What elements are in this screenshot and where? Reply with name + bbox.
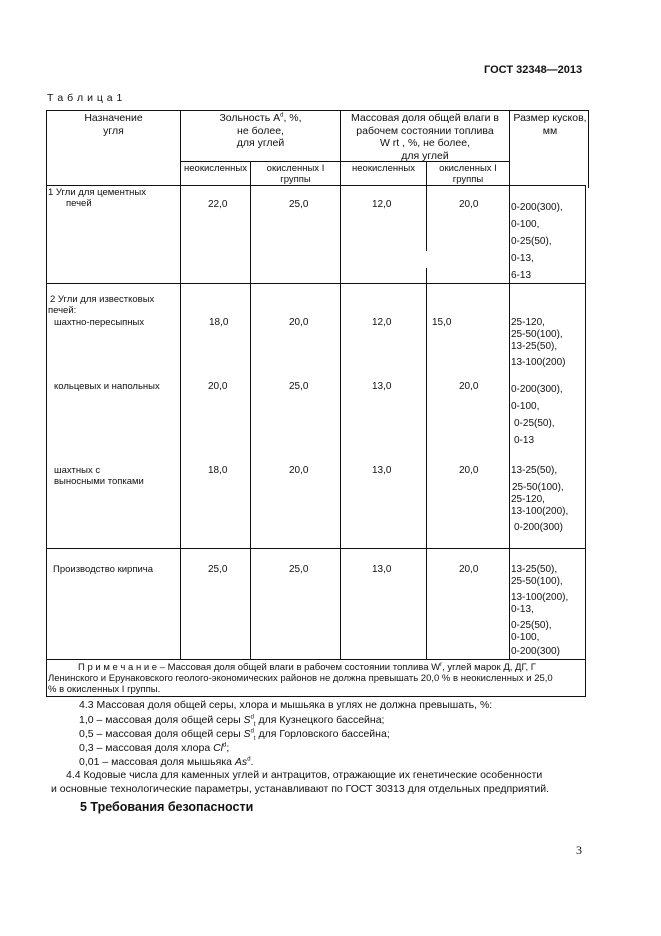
table-cell-sizes: 0-200(300), 0-100, 0-25(50), 0-13 (511, 384, 563, 446)
table-note: П р и м е ч а н и е – Массовая доля общей влаги в рабочем состоянии топлива $W^r$, углей марок Д, ДГ, Г Ленинского и Ерунаковского геолого-экономических районов не должна превышать 20,0 % в неокисленных и 25,0 % в окисленных I группы. (48, 661, 553, 695)
paragraph-4-4-line1: 4.4 Кодовые числа для каменных углей и антрацитов, отражающие их генетические особенности (66, 769, 543, 781)
table-row-label: 2 Угли для известковых печей: шахтно-пересыпных (48, 294, 155, 328)
table-cell: 20,0 (459, 199, 479, 210)
paragraph-4-3: 4.3 Массовая доля общей серы, хлора и мышьяка в углях не должна превышать, %: (79, 699, 493, 711)
table-row-label: кольцевых и напольных (54, 381, 160, 392)
header-coal-purpose: Назначение угля (84, 112, 143, 137)
table-cell: 20,0 (208, 381, 228, 392)
table-row-label: Производство кирпича (53, 564, 154, 575)
section-title: 5 Требования безопасности (80, 800, 254, 814)
list-item: 0,01 – массовая доля мышьяка As$^d$. (79, 756, 254, 768)
table-cell: 25,0 (289, 381, 309, 392)
limits-list (79, 713, 390, 769)
table-cell: 13,0 (372, 381, 392, 392)
table-cell: 18,0 (208, 465, 228, 476)
table-cell-sizes: 13-25(50), 25-50(100), 25-120, 13-100(200), 0-200(300) (511, 465, 569, 533)
list-item: 0,3 – массовая доля хлора Cl$^d$; (79, 742, 230, 754)
subheader-ash-unoxidized: неокисленных (184, 163, 247, 174)
header-ash-content: Зольность $A^d$, %, не более, для углей (219, 112, 302, 149)
header-lump-size: Размер кусков, мм (513, 112, 587, 137)
table-cell: 13,0 (372, 465, 392, 476)
paragraph-4-4-line2: и основные технологические параметры, устанавливают по ГОСТ 30313 для отдельных предприятий. (51, 783, 550, 795)
table-cell: 20,0 (459, 564, 479, 575)
table-cell: 12,0 (372, 317, 392, 328)
page-number: 3 (576, 843, 582, 857)
table-caption: Т а б л и ц а 1 (47, 92, 123, 104)
table-cell: 25,0 (289, 199, 309, 210)
subheader-moisture-oxidized: окисленных I группы (439, 163, 497, 185)
table-cell: 13,0 (372, 564, 392, 575)
table-cell: 25,0 (208, 564, 228, 575)
table-cell: 20,0 (459, 381, 479, 392)
table-cell: 15,0 (432, 317, 452, 328)
table-cell: 18,0 (209, 317, 229, 328)
table-cell: 22,0 (208, 199, 228, 210)
table-row-label: шахтных с выносными топками (54, 465, 144, 487)
document-id: ГОСТ 32348—2013 (484, 64, 583, 76)
table-cell: 20,0 (289, 465, 309, 476)
header-moisture: Массовая доля общей влаги в рабочем состоянии топлива W rt , %, не более, для углей (350, 112, 500, 162)
subheader-ash-oxidized: окисленных I группы (266, 163, 325, 185)
table-cell: 25,0 (289, 564, 309, 575)
table-cell-sizes: 25-120, 25-50(100), 13-25(50), 13-100(200) (511, 317, 566, 368)
table-cell-sizes: 13-25(50), 25-50(100), 13-100(200), 0-13, 0-25(50), 0-100, 0-200(300) (511, 564, 569, 657)
table-row-label: 1 Угли для цементных печей (48, 187, 147, 209)
table-cell-sizes: 0-200(300), 0-100, 0-25(50), 0-13, 6-13 (511, 202, 563, 281)
table-cell: 20,0 (289, 317, 309, 328)
subheader-moisture-unoxidized: неокисленных (352, 163, 415, 174)
table-cell: 12,0 (372, 199, 392, 210)
list-item: 1,0 – массовая доля общей серы $S^d_t$ для Кузнецкого бассейна; (79, 714, 385, 729)
list-item: 0,5 – массовая доля общей серы $S^d_t$ для Горловского бассейна; (79, 728, 390, 743)
table-cell: 20,0 (459, 465, 479, 476)
